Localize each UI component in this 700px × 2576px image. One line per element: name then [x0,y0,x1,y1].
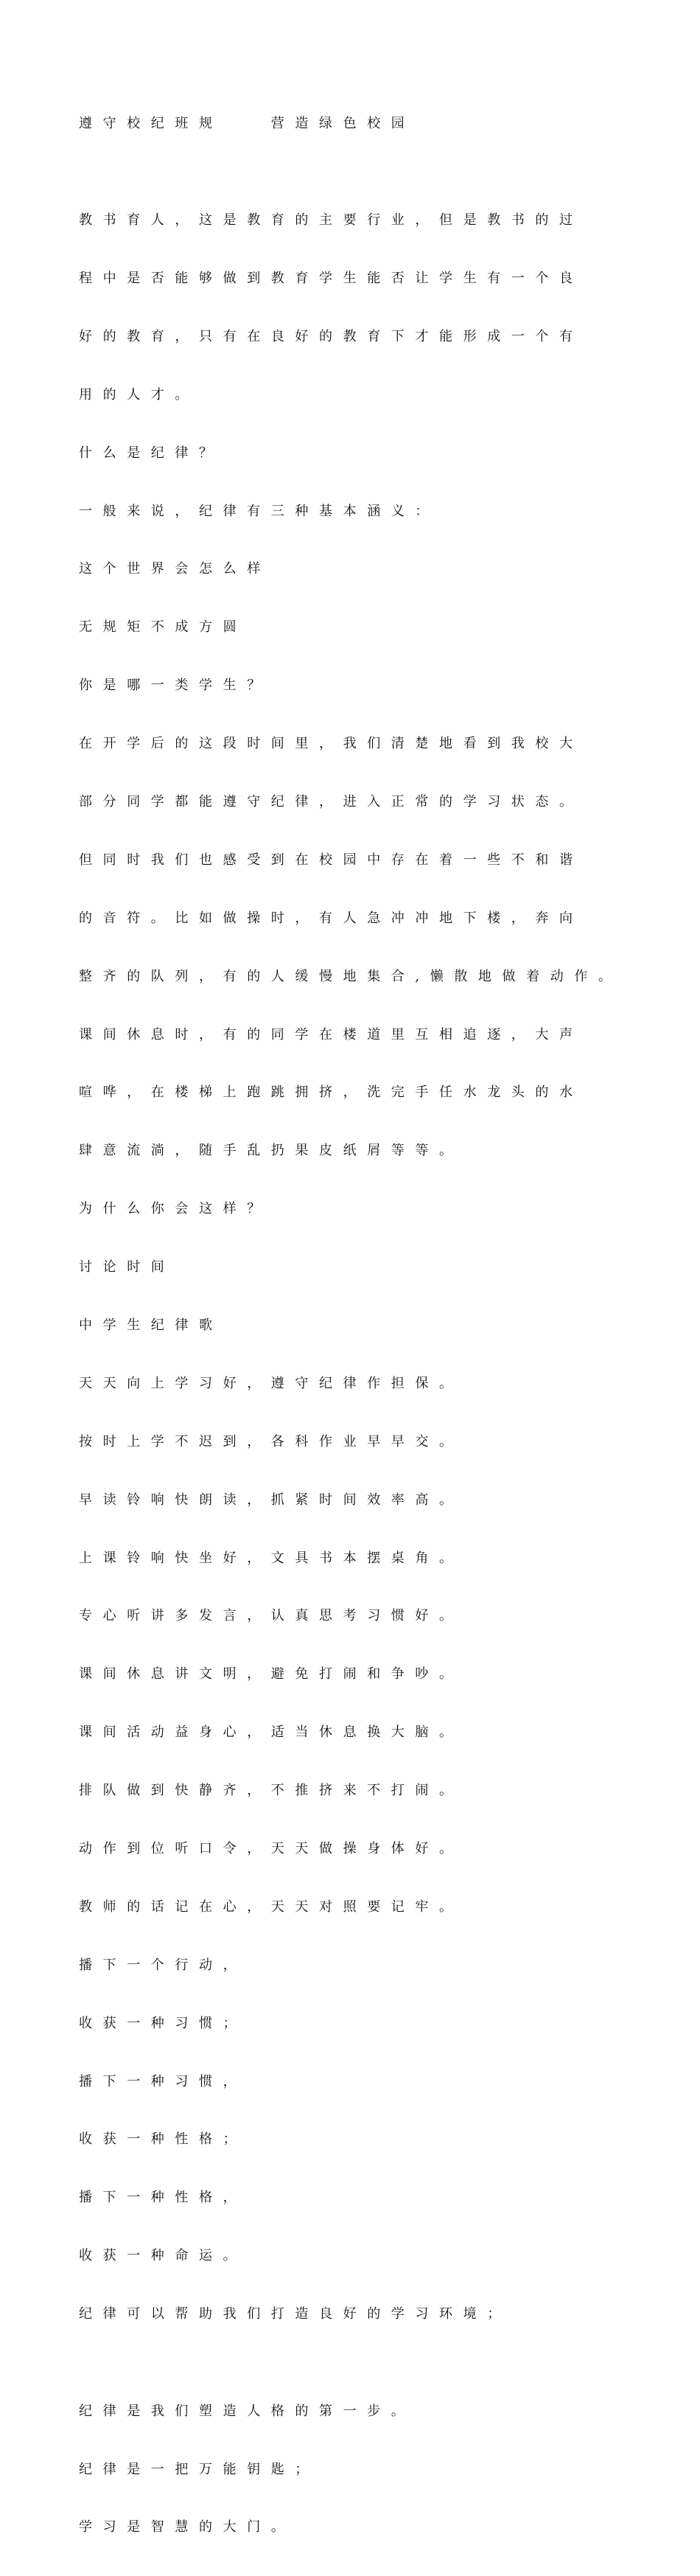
text-line: 无规矩不成方圆 [79,619,248,636]
text-line: 肆意流淌，随手乱扔果皮纸屑等等。 [79,1143,463,1159]
text-line: 播下一个行动， [79,1957,248,1973]
text-line: 的音符。比如做操时，有人急冲冲地下楼，奔向 [79,910,584,926]
text-line: 纪律可以帮助我们打造良好的学习环境； [79,2306,511,2322]
text-line: 在开学后的这段时间里，我们清楚地看到我校大 [79,736,584,752]
text-line: 播下一种习惯， [79,2073,248,2089]
text-line: 程中是否能够做到教育学生能否让学生有一个良 [79,270,584,286]
text-line: 什么是纪律？ [79,445,223,461]
text-line: 为什么你会这样？ [79,1201,271,1217]
text-line: 上课铃响快坐好，文具书本摆桌角。 [79,1550,463,1566]
text-line: 教书育人，这是教育的主要行业，但是教书的过 [79,212,584,229]
text-line: 按时上学不迟到，各科作业早早交。 [79,1433,463,1449]
text-line: 收获一种习惯； [79,2015,248,2031]
text-line: 你是哪一类学生？ [79,678,271,694]
text-line: 一般来说，纪律有三种基本涵义： [79,503,439,519]
text-line: 纪律是一把万能钥匙； [79,2461,319,2477]
text-line: 课间休息时，有的同学在楼道里互相追逐，大声 [79,1026,584,1042]
text-line: 中学生纪律歌 [79,1317,223,1333]
text-line: 收获一种命运。 [79,2248,248,2264]
text-line: 整齐的队列，有的人缓慢地集合,懒散地做着动作。 [79,968,623,984]
text-line: 好的教育，只有在良好的教育下才能形成一个有 [79,328,584,344]
text-line: 学习是智慧的大门。 [79,2519,295,2535]
text-line: 课间活动益身心，适当休息换大脑。 [79,1724,463,1741]
text-line: 教师的话记在心，天天对照要记牢。 [79,1898,463,1915]
text-line: 用的人才。 [79,386,199,403]
text-line: 排队做到快静齐，不推挤来不打闹。 [79,1783,463,1799]
text-line: 纪律是我们塑造人格的第一步。 [79,2403,416,2419]
document-title: 遵守校纪班规 营造绿色校园 [79,115,416,131]
text-line: 早读铃响快朗读，抓紧时间效率高。 [79,1491,463,1508]
text-line: 这个世界会怎么样 [79,561,271,577]
document-body [79,75,639,2576]
text-line: 天天向上学习好，遵守纪律作担保。 [79,1375,463,1391]
text-line: 但同时我们也感受到在校园中存在着一些不和谐 [79,852,584,868]
text-line: 动作到位听口令，天天做操身体好。 [79,1841,463,1857]
text-line: 收获一种性格； [79,2131,248,2148]
text-line: 专心听讲多发言，认真思考习惯好。 [79,1608,463,1624]
text-line: 讨论时间 [79,1259,175,1275]
text-line: 喧哗，在楼梯上跑跳拥挤，洗完手任水龙头的水 [79,1085,584,1101]
text-line: 课间休息讲文明，避免打闹和争吵。 [79,1666,463,1682]
text-line: 部分同学都能遵守纪律，进入正常的学习状态。 [79,793,584,810]
text-line: 播下一种性格， [79,2190,248,2206]
